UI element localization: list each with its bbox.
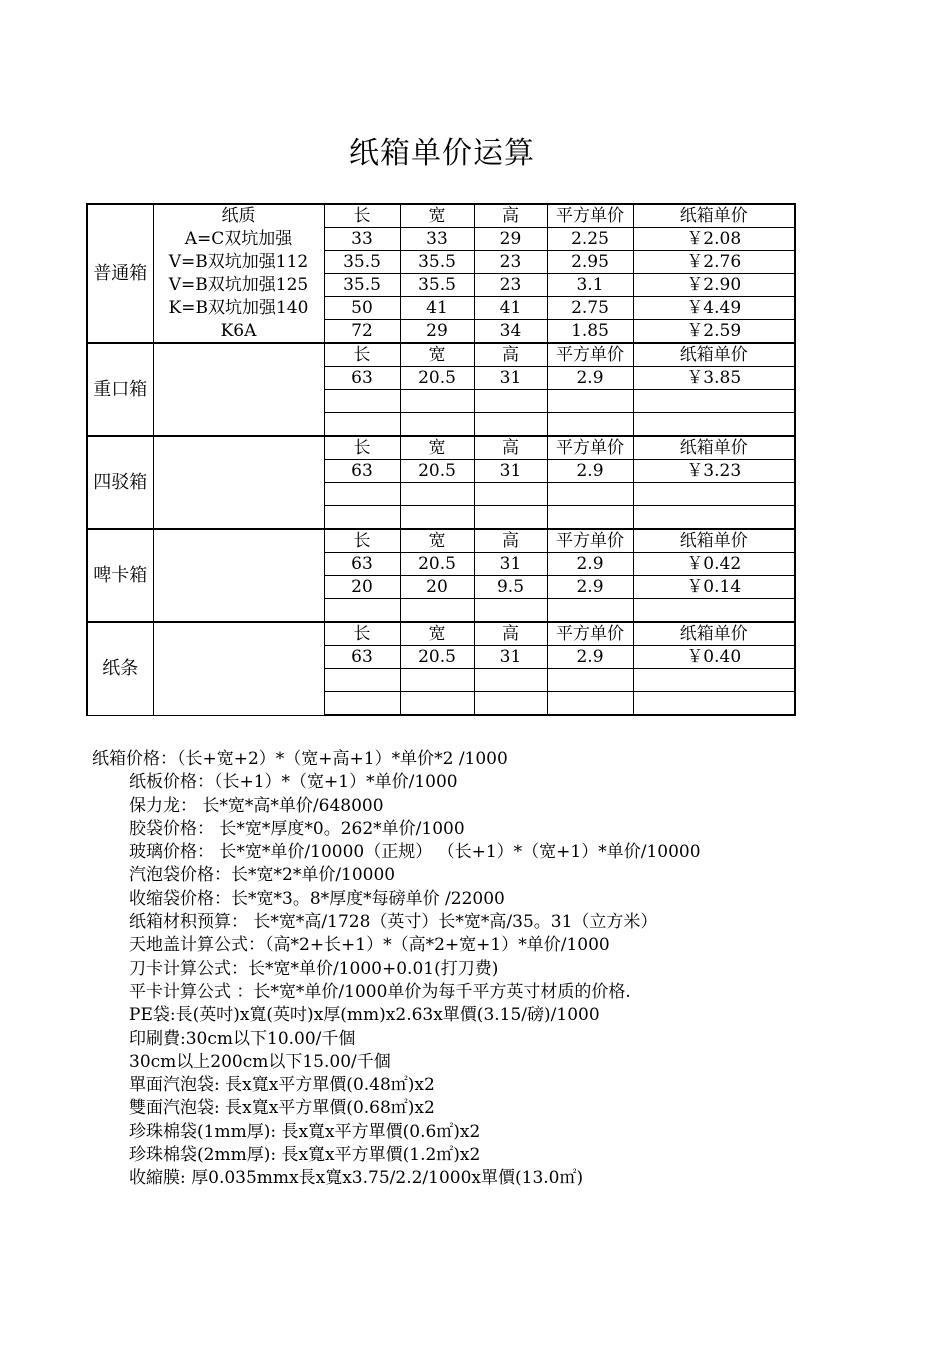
material-blank — [153, 529, 324, 622]
column-header: 宽 — [400, 622, 474, 646]
table-cell — [400, 506, 474, 530]
table-cell: 2.75 — [547, 297, 633, 320]
table-cell — [324, 483, 400, 506]
column-header: 纸箱单价 — [633, 529, 795, 553]
formula-line: 胶袋价格： 长*宽*厚度*0。262*单价/1000 — [129, 818, 465, 839]
column-header: 长 — [324, 622, 400, 646]
column-header: 纸箱单价 — [633, 204, 795, 228]
table-cell: ￥2.59 — [633, 320, 795, 344]
table-cell — [324, 506, 400, 530]
column-header: 宽 — [400, 204, 474, 228]
formula-line: 纸箱价格：（长+宽+2）*（宽+高+1）*单价*2 /1000 — [92, 749, 508, 769]
column-header: 长 — [324, 204, 400, 228]
formula-line: 纸箱材积预算： 长*宽*高/1728（英寸）长*宽*高/35。31（立方米） — [129, 912, 658, 933]
table-cell: 33 — [324, 228, 400, 251]
formula-line: 收縮膜: 厚0.035mmx長x寬x3.75/2.2/1000x單價(13.0㎡) — [129, 1168, 584, 1189]
material-label: K6A — [153, 320, 324, 344]
column-header: 长 — [324, 343, 400, 367]
table-cell: 20.5 — [400, 553, 474, 576]
table-cell — [400, 692, 474, 716]
table-row — [87, 251, 795, 274]
table-row — [87, 274, 795, 297]
table-cell — [547, 692, 633, 716]
table-cell — [547, 599, 633, 623]
table-cell — [633, 669, 795, 692]
column-header: 高 — [474, 622, 547, 646]
formula-line: 雙面汽泡袋: 長x寬x平方單價(0.68㎡)x2 — [129, 1098, 435, 1119]
table-cell: 20.5 — [400, 460, 474, 483]
table-cell: 41 — [400, 297, 474, 320]
section-name: 四驳箱 — [87, 436, 153, 529]
table-cell: 3.1 — [547, 274, 633, 297]
table-cell: 2.95 — [547, 251, 633, 274]
formula-line: 纸板价格：（长+1）*（宽+1）*单价/1000 — [129, 772, 458, 793]
formula-line: 單面汽泡袋: 長x寬x平方單價(0.48㎡)x2 — [129, 1075, 435, 1096]
table-cell: 33 — [400, 228, 474, 251]
formula-line: 天地盖计算公式：（高*2+长+1）*（高*2+宽+1）*单价/1000 — [129, 935, 610, 956]
table-cell: 9.5 — [474, 576, 547, 599]
material-blank — [153, 343, 324, 436]
formula-line: 珍珠棉袋(1mm厚): 長x寬x平方單價(0.6㎡)x2 — [129, 1121, 481, 1142]
table-cell — [474, 599, 547, 623]
table-cell: 31 — [474, 460, 547, 483]
column-header: 高 — [474, 436, 547, 460]
table-cell: 50 — [324, 297, 400, 320]
table-cell — [633, 413, 795, 437]
table-cell — [474, 692, 547, 716]
formula-line: PE袋:長(英吋)x寬(英吋)x厚(mm)x2.63x單價(3.15/磅)/1000 — [129, 1005, 600, 1026]
table-cell — [474, 483, 547, 506]
section-header-row — [87, 343, 795, 367]
section-header-row — [87, 436, 795, 460]
table-cell: 35.5 — [400, 274, 474, 297]
column-header: 平方单价 — [547, 529, 633, 553]
formula-notes — [92, 748, 701, 1191]
table-cell: ￥4.49 — [633, 297, 795, 320]
section-name: 纸条 — [87, 622, 153, 715]
table-cell — [400, 413, 474, 437]
table-cell: 29 — [400, 320, 474, 344]
table-row — [87, 228, 795, 251]
table-cell — [474, 413, 547, 437]
table-row — [87, 320, 795, 344]
table-cell: ￥2.76 — [633, 251, 795, 274]
material-label: K=B双坑加强140 — [153, 297, 324, 320]
column-header: 长 — [324, 529, 400, 553]
section-header-row — [87, 204, 795, 228]
table-cell — [547, 390, 633, 413]
formula-line: 玻璃价格： 长*宽*单价/10000（正规） （长+1）*（宽+1）*单价/10000 — [129, 842, 701, 863]
table-cell: 35.5 — [324, 251, 400, 274]
section-header-row — [87, 622, 795, 646]
table-cell — [400, 669, 474, 692]
table-cell: 2.9 — [547, 553, 633, 576]
table-cell: 29 — [474, 228, 547, 251]
table-cell: 63 — [324, 553, 400, 576]
table-cell — [400, 599, 474, 623]
table-cell — [324, 669, 400, 692]
table-cell: 31 — [474, 646, 547, 669]
column-header: 高 — [474, 343, 547, 367]
column-header: 宽 — [400, 436, 474, 460]
price-table — [86, 203, 796, 716]
column-header: 平方单价 — [547, 436, 633, 460]
column-header: 平方单价 — [547, 204, 633, 228]
table-cell — [547, 483, 633, 506]
column-header: 纸箱单价 — [633, 343, 795, 367]
table-cell — [324, 413, 400, 437]
table-cell: 2.25 — [547, 228, 633, 251]
table-cell: 35.5 — [324, 274, 400, 297]
formula-line: 保力龙： 长*宽*高*单价/648000 — [129, 795, 384, 816]
table-cell: 23 — [474, 274, 547, 297]
column-header: 宽 — [400, 343, 474, 367]
formula-line: 珍珠棉袋(2mm厚): 長x寬x平方單價(1.2㎡)x2 — [129, 1145, 481, 1166]
formula-line: 印刷費:30cm以下10.00/千個 — [129, 1028, 356, 1049]
table-cell: 20.5 — [400, 367, 474, 390]
table-cell: ￥3.23 — [633, 460, 795, 483]
formula-line: 30cm以上200cm以下15.00/千個 — [129, 1051, 391, 1072]
table-cell — [633, 506, 795, 530]
table-cell: ￥0.42 — [633, 553, 795, 576]
table-cell: 63 — [324, 646, 400, 669]
table-cell — [633, 692, 795, 716]
table-cell: 1.85 — [547, 320, 633, 344]
table-cell — [324, 692, 400, 716]
table-cell: ￥0.40 — [633, 646, 795, 669]
table-cell: ￥2.90 — [633, 274, 795, 297]
section-header-row — [87, 529, 795, 553]
formula-line: 刀卡计算公式：长*宽*单价/1000+0.01(打刀费) — [129, 958, 499, 979]
table-cell — [633, 483, 795, 506]
table-cell: 72 — [324, 320, 400, 344]
table-cell: 31 — [474, 553, 547, 576]
table-cell — [547, 506, 633, 530]
table-cell — [547, 413, 633, 437]
table-cell — [324, 390, 400, 413]
table-cell: 63 — [324, 460, 400, 483]
table-cell: 20 — [324, 576, 400, 599]
column-header: 纸箱单价 — [633, 622, 795, 646]
column-header: 平方单价 — [547, 343, 633, 367]
formula-line: 平卡计算公式 ：长*宽*单价/1000单价为每千平方英寸材质的价格. — [129, 981, 631, 1002]
page-title: 纸箱单价运算 — [349, 136, 535, 171]
material-header: 纸质 — [153, 204, 324, 228]
section-name: 重口箱 — [87, 343, 153, 436]
table-cell: ￥2.08 — [633, 228, 795, 251]
table-cell — [633, 599, 795, 623]
table-cell: 2.9 — [547, 576, 633, 599]
column-header: 长 — [324, 436, 400, 460]
table-cell: 20.5 — [400, 646, 474, 669]
table-cell: 31 — [474, 367, 547, 390]
table-cell — [474, 390, 547, 413]
table-cell: 2.9 — [547, 460, 633, 483]
column-header: 高 — [474, 204, 547, 228]
material-label: V=B双坑加强112 — [153, 251, 324, 274]
table-cell — [400, 390, 474, 413]
table-cell: ￥0.14 — [633, 576, 795, 599]
table-cell: 23 — [474, 251, 547, 274]
material-blank — [153, 436, 324, 529]
table-cell: 41 — [474, 297, 547, 320]
column-header: 高 — [474, 529, 547, 553]
table-row — [87, 297, 795, 320]
table-cell — [474, 669, 547, 692]
section-name: 普通箱 — [87, 204, 153, 343]
table-cell: 34 — [474, 320, 547, 344]
table-cell: 20 — [400, 576, 474, 599]
table-cell — [400, 483, 474, 506]
table-cell — [547, 669, 633, 692]
column-header: 平方单价 — [547, 622, 633, 646]
table-cell — [324, 599, 400, 623]
table-cell: 2.9 — [547, 367, 633, 390]
formula-line: 收缩袋价格：长*宽*3。8*厚度*每磅单价 /22000 — [129, 888, 505, 909]
table-cell: ￥3.85 — [633, 367, 795, 390]
material-blank — [153, 622, 324, 715]
column-header: 宽 — [400, 529, 474, 553]
table-cell — [474, 506, 547, 530]
table-cell: 2.9 — [547, 646, 633, 669]
table-cell: 35.5 — [400, 251, 474, 274]
formula-line: 汽泡袋价格：长*宽*2*单价/10000 — [129, 865, 396, 886]
section-name: 啤卡箱 — [87, 529, 153, 622]
table-cell: 63 — [324, 367, 400, 390]
material-label: V=B双坑加强125 — [153, 274, 324, 297]
material-label: A=C双坑加强 — [153, 228, 324, 251]
table-cell — [633, 390, 795, 413]
column-header: 纸箱单价 — [633, 436, 795, 460]
